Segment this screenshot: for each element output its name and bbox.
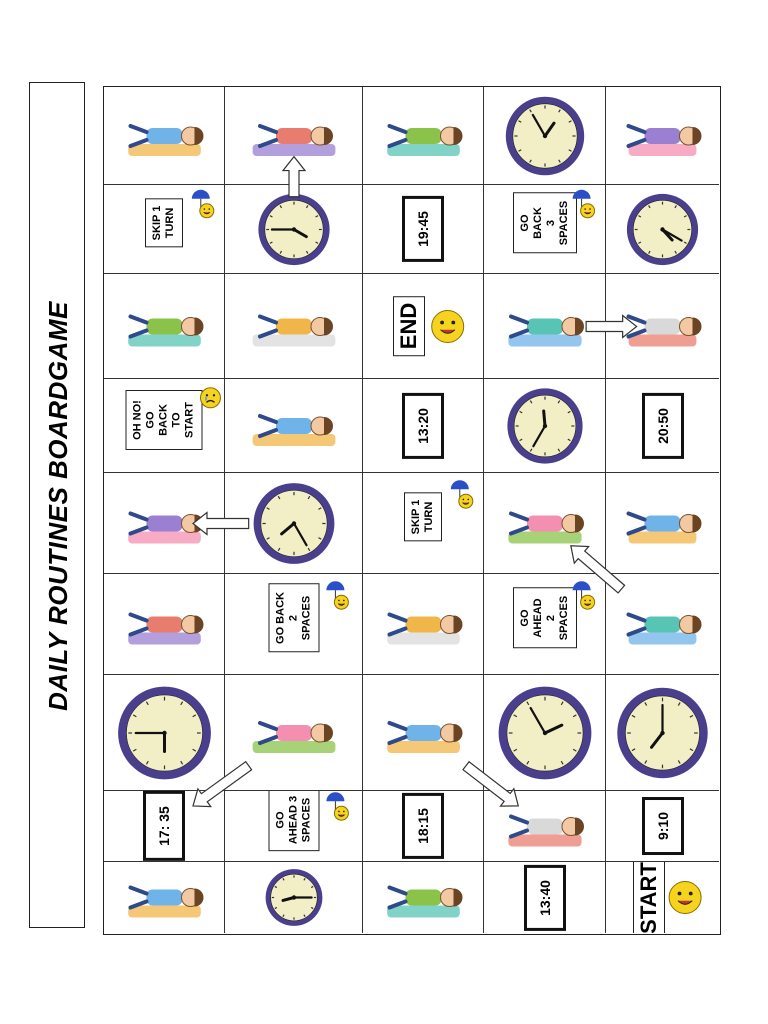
board-square — [484, 574, 606, 675]
board-square — [225, 379, 363, 473]
time-card: 20:50 — [642, 393, 684, 459]
crying-smiley-icon — [200, 388, 220, 408]
time-card: 19:45 — [402, 196, 444, 262]
instruction-card: GO BACK 3 SPACES — [513, 193, 577, 254]
board-square — [363, 675, 484, 791]
smiley-icon — [200, 204, 214, 218]
classroom-icon — [387, 126, 462, 156]
time-card: 18:15 — [402, 793, 444, 859]
square-art — [104, 87, 225, 185]
square-art — [104, 379, 225, 473]
game-board — [103, 86, 721, 935]
smiley-icon — [581, 595, 595, 609]
time-card: 17: 35 — [143, 791, 185, 861]
board-square — [104, 791, 225, 862]
clock-icon — [506, 97, 584, 175]
board-square — [104, 379, 225, 473]
board-square — [104, 185, 225, 274]
square-art — [104, 862, 225, 933]
board-square — [363, 87, 484, 185]
clock-icon — [507, 388, 582, 463]
board-square — [606, 862, 719, 933]
smiley-icon — [669, 882, 701, 914]
square-art — [104, 574, 225, 675]
square-art — [484, 87, 606, 185]
square-art — [363, 87, 484, 185]
square-art — [104, 473, 225, 574]
clock-icon — [627, 194, 698, 265]
square-art — [363, 675, 484, 791]
instruction-card: GO AHEAD 2 SPACES — [513, 588, 577, 649]
square-art — [606, 185, 719, 274]
reading-newspaper-icon — [253, 416, 336, 446]
square-art — [606, 574, 719, 675]
square-art — [225, 274, 363, 379]
washing-face-icon — [128, 615, 203, 645]
square-art — [484, 379, 606, 473]
board-square — [225, 675, 363, 791]
square-art — [363, 862, 484, 933]
board-square — [363, 274, 484, 379]
square-art — [225, 862, 363, 933]
board-square — [363, 791, 484, 862]
board-square — [225, 862, 363, 933]
board-square — [104, 862, 225, 933]
clock-icon — [254, 483, 335, 564]
board-square — [484, 87, 606, 185]
square-art — [225, 379, 363, 473]
time-card: 13:40 — [524, 865, 566, 931]
brushing-teeth-icon — [629, 615, 702, 645]
board-square — [484, 185, 606, 274]
board-square — [104, 473, 225, 574]
board-square — [484, 473, 606, 574]
clock-icon — [617, 688, 707, 778]
board-square — [484, 274, 606, 379]
board-square — [225, 473, 363, 574]
exercise-people-icon — [128, 126, 203, 156]
board-square — [225, 574, 363, 675]
board-square — [363, 862, 484, 933]
board-square — [363, 379, 484, 473]
instruction-card: OH NO! GO BACK TO START — [126, 390, 203, 450]
waking-up-bed-icon — [128, 514, 203, 544]
board-square — [104, 574, 225, 675]
square-art — [484, 274, 606, 379]
instruction-card: SKIP 1 TURN — [404, 493, 442, 542]
square-art — [104, 185, 225, 274]
board-square — [225, 274, 363, 379]
board-square — [104, 274, 225, 379]
going-home-icon — [253, 723, 336, 753]
board-square — [363, 574, 484, 675]
square-art — [484, 791, 606, 862]
square-art — [606, 675, 719, 791]
board-square — [606, 185, 719, 274]
instruction-card: GO BACK 2 SPACES — [268, 584, 319, 653]
smiley-icon — [334, 806, 348, 820]
board-square — [606, 574, 719, 675]
time-card: 9:10 — [642, 797, 684, 855]
board-square — [363, 185, 484, 274]
square-art — [606, 473, 719, 574]
clock-icon — [258, 194, 329, 265]
person-standing-icon — [629, 126, 702, 156]
square-art — [606, 87, 719, 185]
clock-icon — [118, 687, 211, 780]
bathtub-icon — [253, 126, 336, 156]
board-square — [606, 379, 719, 473]
square-art — [225, 574, 363, 675]
person-dressing-icon — [253, 317, 336, 347]
instruction-card: SKIP 1 TURN — [145, 199, 183, 248]
playing-outside-icon — [128, 888, 203, 918]
square-art — [225, 791, 363, 862]
square-art — [484, 473, 606, 574]
walking-to-school-icon — [629, 514, 702, 544]
desk-study-icon — [508, 317, 584, 347]
dancing-girl-icon — [387, 723, 462, 753]
night-street-lamp-icon — [508, 514, 584, 544]
square-art — [606, 274, 719, 379]
board-square — [484, 862, 606, 933]
board-square — [606, 87, 719, 185]
square-art — [484, 574, 606, 675]
square-art — [225, 473, 363, 574]
board-square — [484, 379, 606, 473]
square-art — [363, 473, 484, 574]
board-square — [104, 87, 225, 185]
time-card: 13:20 — [402, 393, 444, 459]
smiley-icon — [581, 204, 595, 218]
smiley-icon — [432, 311, 464, 343]
square-art — [104, 675, 225, 791]
board-square — [484, 675, 606, 791]
start-label: START — [633, 862, 665, 933]
board-square — [363, 473, 484, 574]
square-art — [484, 185, 606, 274]
smiley-icon — [459, 494, 473, 508]
square-art — [484, 675, 606, 791]
square-art — [104, 274, 225, 379]
square-art — [225, 675, 363, 791]
board-square — [225, 87, 363, 185]
eating-breakfast-icon — [508, 817, 584, 847]
board-square — [606, 791, 719, 862]
square-art — [225, 87, 363, 185]
board-square — [606, 274, 719, 379]
lying-on-sofa-icon — [629, 317, 702, 347]
shower-icon — [128, 317, 203, 347]
clock-icon — [499, 687, 592, 780]
girl-on-phone-icon — [387, 888, 462, 918]
title-box — [29, 82, 85, 928]
board-square — [606, 675, 719, 791]
smiley-icon — [334, 595, 348, 609]
board-square — [225, 791, 363, 862]
board-square — [225, 185, 363, 274]
end-label: END — [393, 296, 425, 356]
board-square — [484, 791, 606, 862]
board-square — [104, 675, 225, 791]
homework-desk-icon — [387, 615, 462, 645]
square-art — [225, 185, 363, 274]
clock-icon — [266, 869, 323, 926]
square-art — [363, 574, 484, 675]
board-square — [606, 473, 719, 574]
game-title: DAILY ROUTINES BOARDGAME — [42, 301, 73, 711]
instruction-card: GO AHEAD 3 SPACES — [268, 791, 319, 851]
